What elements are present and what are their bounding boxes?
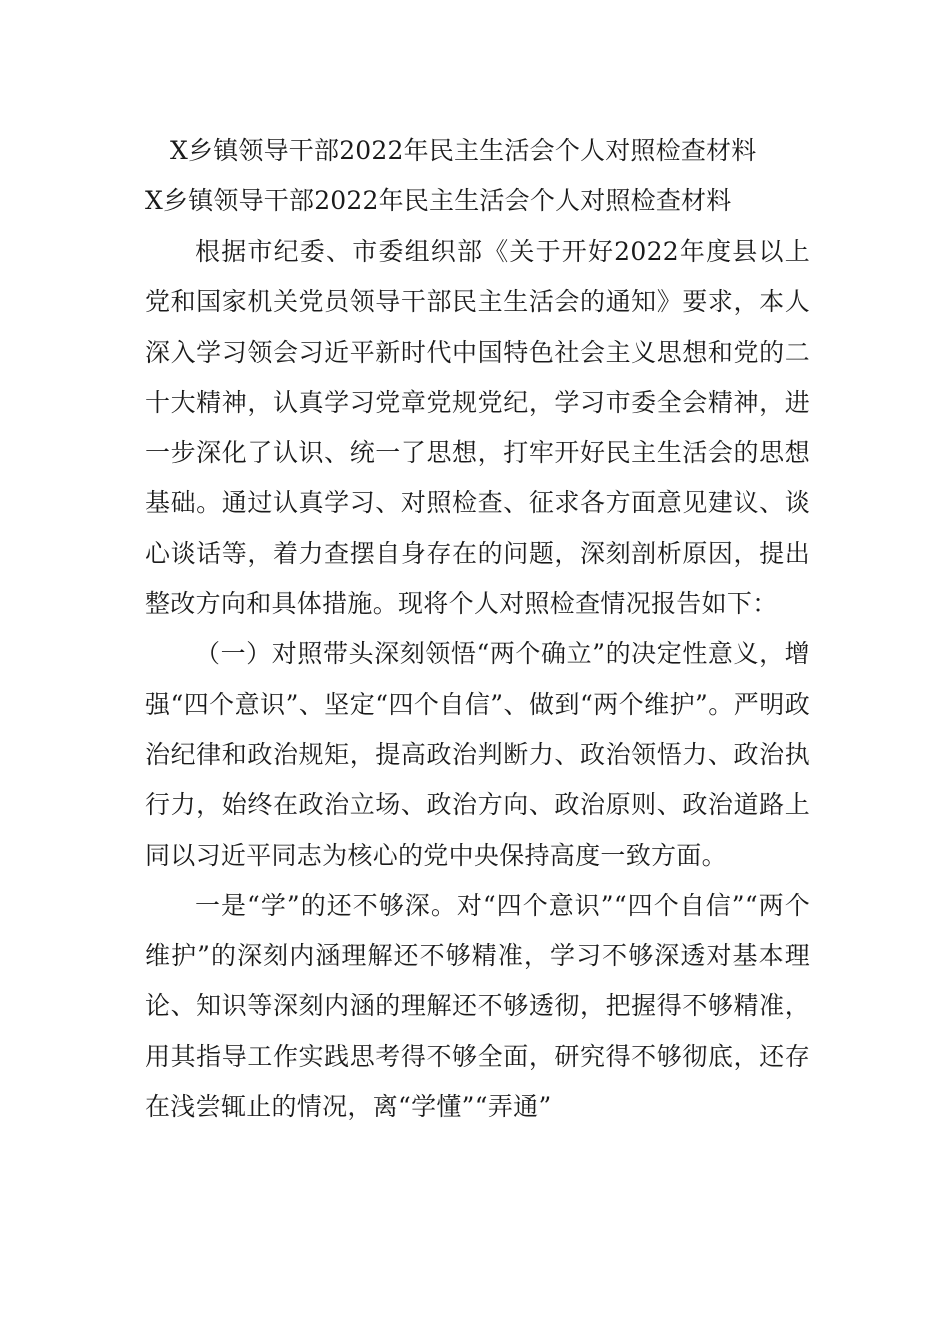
document-body	[145, 227, 810, 1132]
paragraph-point-1: 一是“学”的还不够深。对“四个意识”“四个自信”“两个维护”的深刻内涵理解还不够精准，学习不够深透对基本理论、知识等深刻内涵的理解还不够透彻，把握得不够精准，用其指导工作实践思考得不够全面，研究得不够彻底，还存在浅尝辄止的情况，离“学懂”“弄通”	[145, 890, 810, 1122]
document-title: X乡镇领导干部2022年民主生活会个人对照检查材料	[170, 136, 757, 165]
paragraph-intro: 根据市纪委、市委组织部《关于开好2022年度县以上党和国家机关党员领导干部民主生活会的通知》要求，本人深入学习领会习近平新时代中国特色社会主义思想和党的二十大精神，认真学习党章党规党纪，学习市委全会精神，进一步深化了认识、统一了思想，打牢开好民主生活会的思想基础。通过认真学习、对照检查、征求各方面意见建议、谈心谈话等，着力查摆自身存在的问题，深刻剖析原因，提出整改方向和具体措施。现将个人对照检查情况报告如下：	[145, 237, 810, 619]
paragraph-section-1: （一）对照带头深刻领悟“两个确立”的决定性意义，增强“四个意识”、坚定“四个自信”、做到“两个维护”。严明政治纪律和政治规矩，提高政治判断力、政治领悟力、政治执行力，始终在政治立场、政治方向、政治原则、政治道路上同以习近平同志为核心的党中央保持高度一致方面。	[145, 639, 810, 870]
document-subtitle: X乡镇领导干部2022年民主生活会个人对照检查材料	[145, 186, 732, 215]
